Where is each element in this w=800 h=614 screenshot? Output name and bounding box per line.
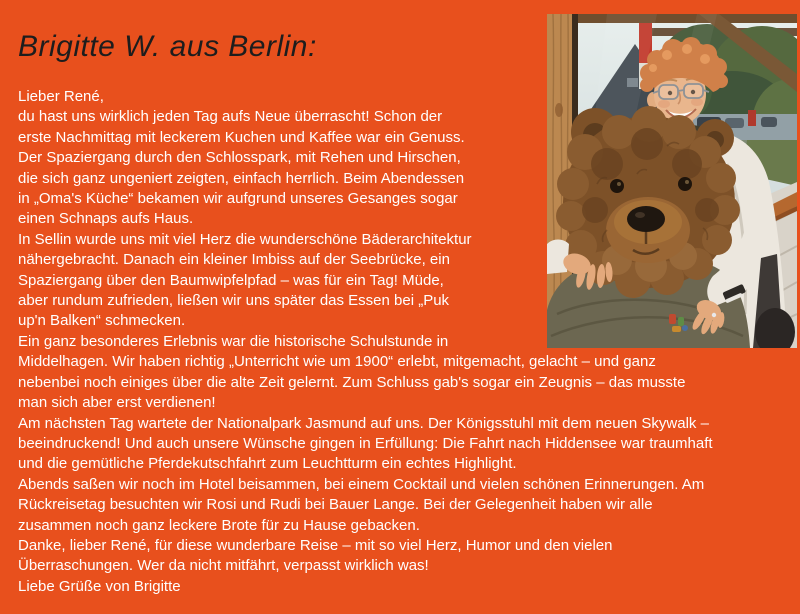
letter-line: Überraschungen. Wer da nicht mitfährt, verpasst wirklich was! [18,557,429,575]
photo-woman-with-teddy-bear [547,14,797,348]
letter-line: Lieber René, [18,88,104,105]
letter-line: einen Schnaps aufs Haus. [18,210,194,228]
letter-line: Danke, lieber René, für diese wunderbare Reise – mit so viel Herz, Humor und den vielen [18,536,613,554]
letter-line: erste Nachmittag mit leckerem Kuchen und Kaffee war ein Genuss. [18,128,465,146]
letter-line: nähergebracht. Danach ein kleiner Imbiss auf der Seebrücke, ein [18,251,450,269]
letter-line: die sich ganz ungeniert zeigten, einfach herrlich. Beim Abendessen [18,169,465,187]
letter-line: in „Oma's Küche“ bekamen wir aufgrund unseres Gesanges sogar [18,190,458,208]
letter-line: In Sellin wurde uns mit viel Herz die wunderschöne Bäderarchitektur [18,230,472,248]
letter-line: Der Spaziergang durch den Schlosspark, mit Rehen und Hirschen, [18,149,461,167]
letter-line: Abends saßen wir noch im Hotel beisammen, bei einem Cocktail und vielen schönen Erinnerungen. Am [18,475,705,493]
letter-line: Rückreisetag besuchten wir Rosi und Rudi bei Bauer Lange. Bei der Gelegenheit haben wir alle [18,496,653,514]
letter-line: zusammen noch ganz leckere Brote für zu Hause gebacken. [18,516,420,534]
letter-line: aber rundum zufrieden, ließen wir uns später das Essen bei „Puk [18,292,450,310]
teddy-bear-photo-illustration [547,14,797,348]
letter-line: du hast uns wirklich jeden Tag aufs Neue überrascht! Schon der [18,108,443,126]
letter-line: Liebe Grüße von Brigitte [18,577,181,595]
letter-line: und die gemütliche Pferdekutschfahrt zum Leuchtturm ein echtes Highlight. [18,455,517,473]
letter-line: Ein ganz besonderes Erlebnis war die historische Schulstunde in [18,332,449,350]
letter-line: Am nächsten Tag wartete der Nationalpark Jasmund auf uns. Der Königsstuhl mit dem neuen Skywalk – [18,414,709,432]
page-title: Brigitte W. aus Berlin: [18,30,317,63]
letter-line: man sich aber erst verdienen! [18,394,216,412]
letter-line: beeindruckend! Und auch unsere Wünsche gingen in Erfüllung: Die Fahrt nach Hiddensee war traumhaft [18,434,713,452]
letter-line: up'n Balken“ schmecken. [18,312,186,330]
letter-line: Middelhagen. Wir haben richtig „Unterricht wie um 1900“ erlebt, mitgemacht, gelacht – und ganz [18,353,656,371]
letter-line: nebenbei noch einiges über die alte Zeit gelernt. Zum Schluss gab's sogar ein Zeugnis – das musste [18,373,686,391]
letter-line: Spaziergang über den Baumwipfelpfad – was für ein Tag! Müde, [18,271,444,289]
